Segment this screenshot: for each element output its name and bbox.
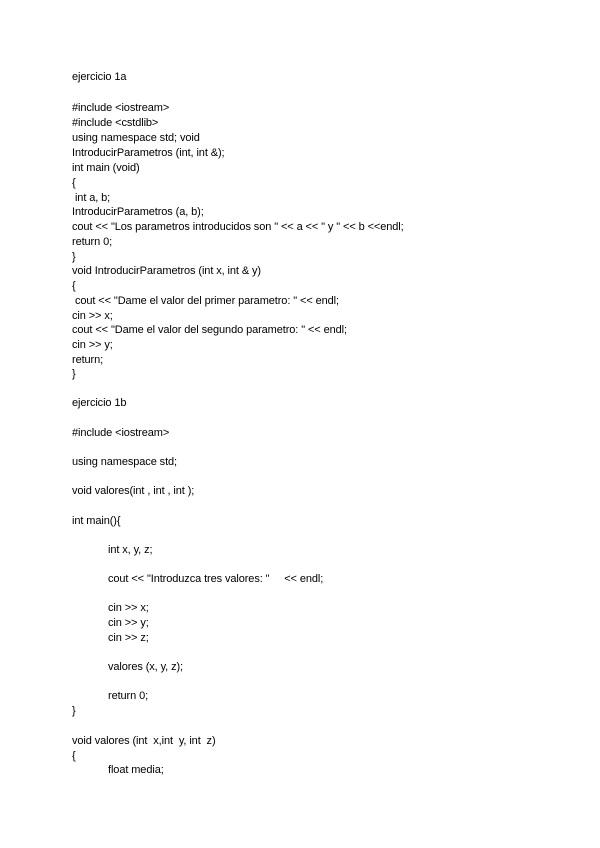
code-line: cin >> z; xyxy=(108,632,149,644)
code-line: { xyxy=(72,750,76,762)
code-line: cout << "Dame el valor del primer parametro: " << endl; xyxy=(72,295,339,307)
code-line: } xyxy=(72,368,76,380)
code-line: IntroducirParametros (int, int &); xyxy=(72,147,225,159)
code-line: valores (x, y, z); xyxy=(108,661,184,673)
code-line: int main (void) xyxy=(72,162,140,174)
code-line: #include <iostream> xyxy=(72,427,170,439)
section-heading: ejercicio 1b xyxy=(72,397,127,409)
code-line: cout << "Los parametros introducidos son " << a << " y " << b <<endl; xyxy=(72,221,404,233)
code-line: cin >> x; xyxy=(108,602,149,614)
code-line: cout << "Introduzca tres valores: " << endl; xyxy=(108,573,324,585)
code-line: void valores (int x,int y, int z) xyxy=(72,735,216,747)
code-line: { xyxy=(72,177,76,189)
code-line: cin >> y; xyxy=(72,339,113,351)
code-line: float media; xyxy=(108,764,164,776)
code-line: cout << "Dame el valor del segundo parametro: " << endl; xyxy=(72,324,347,336)
code-line: return 0; xyxy=(72,236,113,248)
code-line: } xyxy=(72,251,76,263)
code-line: #include <cstdlib> xyxy=(72,117,159,129)
code-line: using namespace std; void xyxy=(72,132,200,144)
code-line: #include <iostream> xyxy=(72,102,170,114)
code-line: int x, y, z; xyxy=(108,544,153,556)
code-line: } xyxy=(72,705,76,717)
code-line: cin >> y; xyxy=(108,617,149,629)
code-line: void valores(int , int , int ); xyxy=(72,485,195,497)
code-line: IntroducirParametros (a, b); xyxy=(72,206,204,218)
code-line: return 0; xyxy=(108,690,149,702)
code-line: int main(){ xyxy=(72,515,121,527)
code-line: { xyxy=(72,280,76,292)
code-line: void IntroducirParametros (int x, int & y) xyxy=(72,265,261,277)
code-line: int a, b; xyxy=(72,192,111,204)
code-line: using namespace std; xyxy=(72,456,178,468)
code-line: return; xyxy=(72,354,104,366)
section-heading: ejercicio 1a xyxy=(72,71,127,83)
code-line: cin >> x; xyxy=(72,310,113,322)
